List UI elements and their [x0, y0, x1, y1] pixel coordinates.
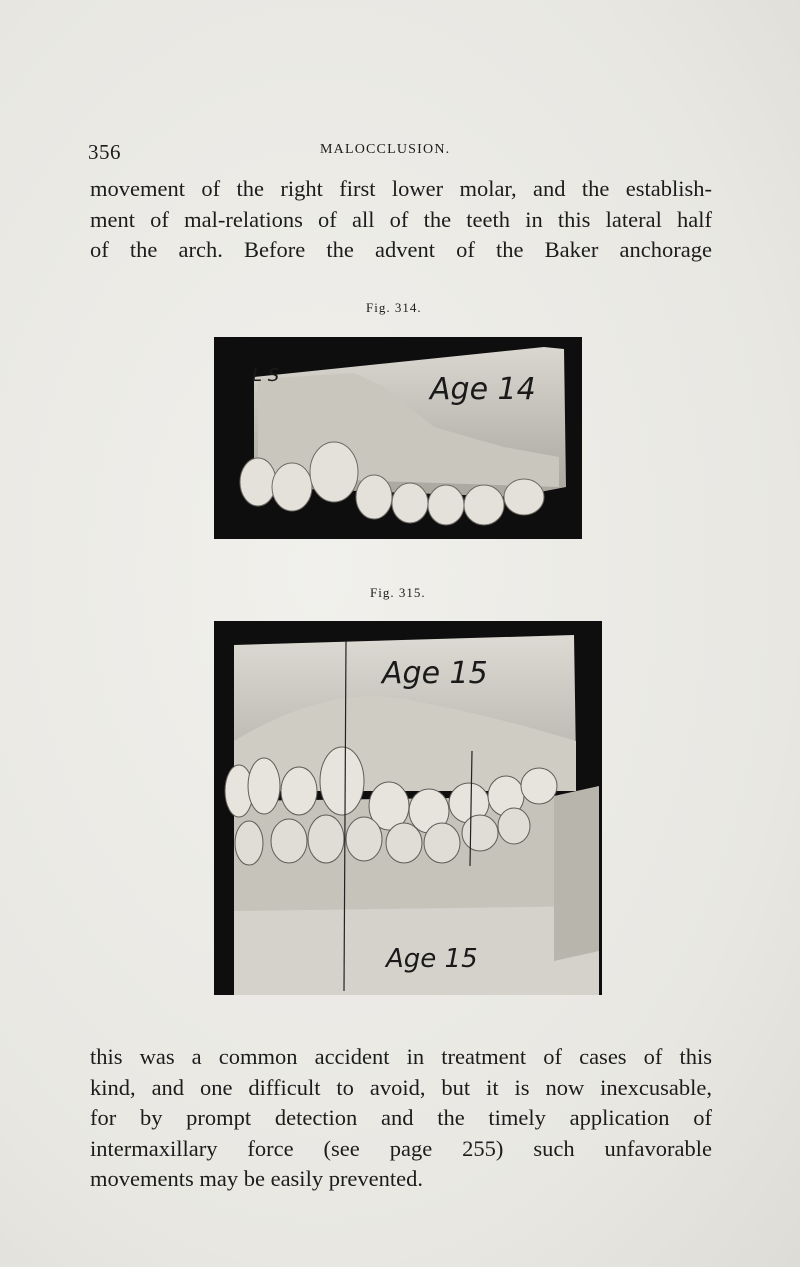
text-line: ment of mal-relations of all of the teeth in this lateral half	[90, 206, 712, 232]
cast-label: Age 14	[430, 372, 536, 407]
text-line: for by prompt detection and the timely application of	[90, 1105, 712, 1130]
page-number: 356	[88, 140, 121, 164]
figure-caption: Fig. 315.	[370, 585, 426, 600]
paragraph-bottom	[90, 1042, 712, 1195]
cast-label: L S	[252, 365, 280, 386]
dental-cast-illustration	[214, 621, 602, 995]
paragraph-top	[90, 174, 712, 266]
dental-cast-illustration	[214, 337, 582, 539]
text-line: of the arch. Before the advent of the Baker anchorage	[90, 237, 712, 262]
figure-dental-cast-photo	[214, 337, 582, 539]
cast-label: Age 15	[382, 656, 488, 691]
text-line: this was a common accident in treatment of cases of this	[90, 1044, 712, 1069]
figure-dental-cast-photo	[214, 621, 602, 995]
figure-caption: Fig. 314.	[366, 300, 422, 315]
running-head: MALOCCLUSION.	[320, 142, 451, 157]
cast-label: Age 15	[386, 944, 478, 974]
text-line: intermaxillary force (see page 255) such unfavorable	[90, 1135, 712, 1161]
text-line: movements may be easily prevented.	[90, 1166, 424, 1191]
text-line: movement of the right first lower molar, and the establish-	[90, 176, 712, 201]
text-line: kind, and one difficult to avoid, but it is now inexcusable,	[90, 1074, 712, 1100]
